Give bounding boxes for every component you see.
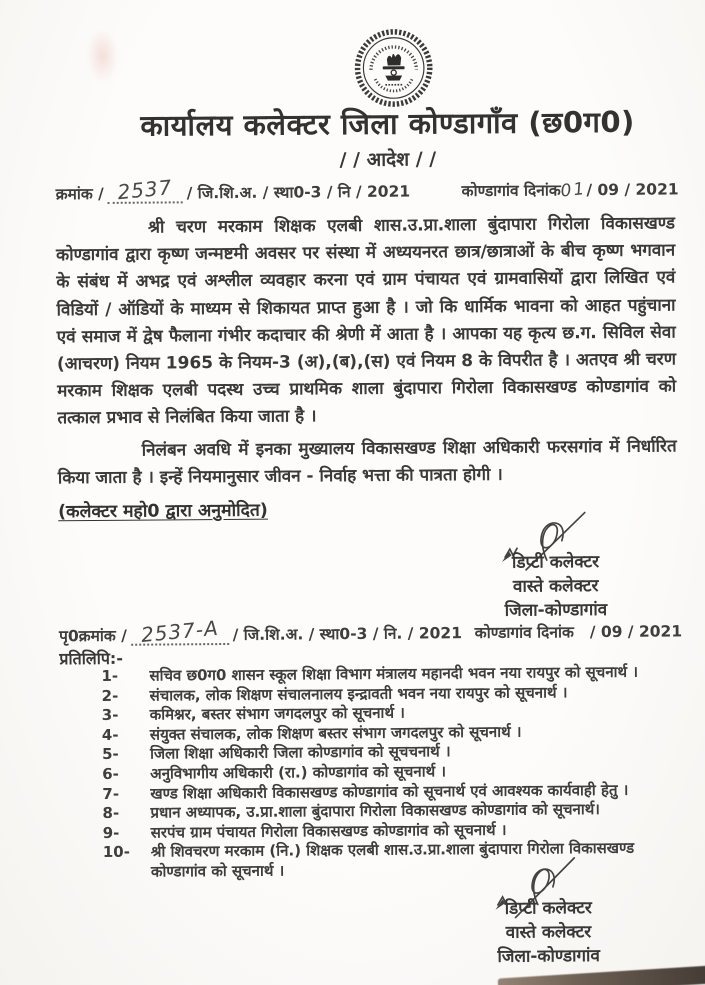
reference-number-row [56,177,679,204]
signatory-on-behalf: वास्ते कलेक्टर [505,922,592,943]
endorsement-date-rest: / 09 / 2021 [589,622,683,642]
signatory-designation: डिप्टी कलेक्टर [511,552,600,573]
office-title: कार्यालय कलेक्टर जिला कोण्डागाँव (छ0ग0) [140,104,635,143]
endorsement-place-date-label: कोण्डागांव दिनांक [474,623,574,643]
endorsement-label: पृ0क्रमांक / [59,626,127,646]
copy-item-text: सरपंच ग्राम पंचायत गिरोला विकासखण्ड कोण्डागांव को सूचनार्थ । [150,820,507,842]
signatory-designation: डिप्टी कलेक्टर [504,898,592,919]
copy-item-number: 3- [101,706,119,725]
ref-number-suffix: / जि.शि.अ. / स्था0-3 / नि / 2021 [186,182,411,203]
copy-item-number: 7- [102,784,120,803]
national-emblem-seal-icon [340,27,447,112]
copy-item-number: 6- [102,764,119,783]
order-heading: / / आदेश / / [339,148,437,172]
copy-item-number: 10- [102,843,130,862]
copy-item-text: सचिव छ0ग0 शासन स्कूल शिक्षा विभाग मंत्रालय महानदी भवन नया रायपुर को सूचनार्थ । [149,662,639,685]
signature-block-middle [430,509,681,623]
endorsement-suffix: / जि.शि.अ. / स्था0-3 / नि. / 2021 [232,624,463,644]
copy-item-text: प्रधान अध्यापक, उ.प्रा.शाला बुंदापारा गिरोला विकासखण्ड कोण्डागांव को सूचनार्थ। [150,800,601,822]
copy-item-number: 9- [102,823,120,842]
ref-number-handwritten: 2537 [116,175,174,205]
copy-item-number: 5- [101,745,119,764]
endorsement-number-row [59,615,683,648]
copy-item-text: अनुविभागीय अधिकारी (रा.) कोण्डागांव को सूचनार्थ । [150,762,447,783]
order-body-paragraph-2: निलंबन अवधि में इनका मुख्यालय विकासखण्ड शिक्षा अधिकारी फरसगांव में निर्धारित किया जाता है । इन्हें नियमानुसार जीवन - निर्वाह भत्ता की पात्रता होगी । [57,436,677,489]
date-day-handwritten: 01 [559,178,588,202]
copy-item-text: कमिश्नर, बस्तर संभाग जगदलपुर को सूचनार्थ । [149,703,405,724]
endorsement-number-handwritten: 2537-A [139,615,220,648]
copy-item-number: 8- [102,803,120,823]
signatory-district: जिला-कोण्डागांव [504,600,608,621]
date-rest: / 09 / 2021 [586,180,679,200]
copy-item-text: संचालक, लोक शिक्षण संचालनालय इन्द्रावती भवन नया रायपुर को सूचनार्थ । [149,682,568,705]
order-body-paragraph-1: श्री चरण मरकाम शिक्षक एलबी शास.उ.प्रा.शाला बुंदापारा गिरोला विकासखण्ड कोण्डागांव द्वारा कृष्ण जन्मष्टमी अवसर पर संस्था में अध्ययनरत छात्र/छात्राओं के बीच कृष्ण भगवान के संबंध में अभद्र एवं अश्लील व्यवहार करना एवं ग्राम पंचायत एवं ग्रामवासियों द्वारा लिखित एवं विडियों / ऑडियों के माध्यम से शिकायत प्राप्त हुआ है । जो कि धार्मिक भावना को आहत पहुंचाना एवं समाज में द्वेष फैलाना गंभीर कदाचार की श्रेणी में आता है । आपका यह कृत्य छ.ग. सिविल सेवा (आचरण) नियम 1965 के नियम-3 (अ),(ब),(स) एवं नियम 8 के विपरीत है । अतएव श्री चरण मरकाम शिक्षक एलबी पदस्थ उच्च प्राथमिक शाला बुंदापारा गिरोला विकासखण्ड कोण्डागांव को तत्काल प्रभाव से निलंबित किया जाता है । [56,213,677,429]
copy-item-text: श्री शिवचरण मरकाम (नि.) शिक्षक एलबी शास.उ.प्रा.शाला बुंदापारा गिरोला विकासखण्ड कोण्डागांव को सूचनार्थ । [150,839,635,881]
copy-item-number: 2- [101,686,119,705]
copy-item-text: जिला शिक्षा अधिकारी जिला कोण्डागांव को सूचचनार्थ । [149,742,451,763]
copy-item-number: 4- [101,725,119,744]
copies-heading: प्रतिलिपि:- [59,648,124,669]
copy-item-text: खण्ड शिक्षा अधिकारी विकासखण्ड कोण्डागांव को सूचनार्थ एवं आवश्यक कार्यवाही हेतु । [150,780,629,803]
copy-item-text: संयुक्त संचालक, लोक शिक्षण बस्तर संभाग जगदलपुर को सूचनार्थ । [149,722,522,744]
ref-number-label: क्रमांक / [55,184,104,204]
ink-smudge-artifact [80,18,125,94]
signatory-on-behalf: वास्ते कलेक्टर [512,576,599,597]
copy-list [101,663,672,883]
copy-item-number: 1- [101,666,119,685]
approval-note: (कलेक्टर महो0 द्वारा अनुमोदित) [58,500,268,523]
place-date-label: कोण्डागांव दिनांक [461,181,561,201]
signature-block-bottom [423,855,674,969]
signatory-district: जिला-कोण्डागांव [497,946,600,967]
